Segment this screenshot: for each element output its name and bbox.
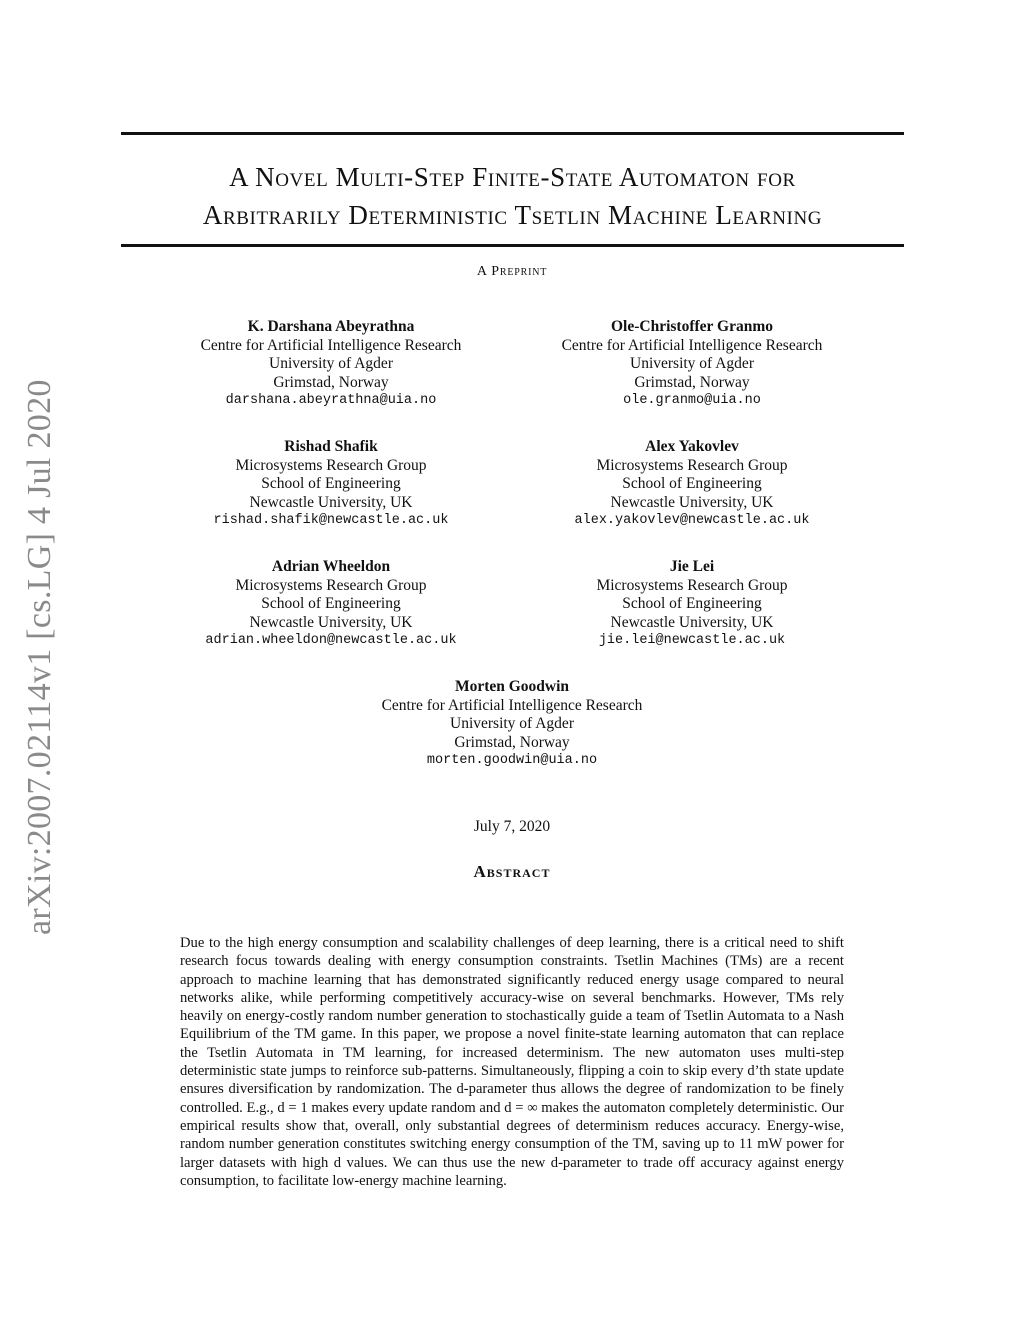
- author-block-abeyrathna: [131, 318, 531, 411]
- author-affiliation-line: Centre for Artificial Intelligence Research: [200, 336, 462, 354]
- author-email: jie.lei@newcastle.ac.uk: [598, 633, 786, 648]
- author-name: K. Darshana Abeyrathna: [247, 318, 415, 335]
- abstract-heading: Abstract: [473, 862, 551, 881]
- author-email: alex.yakovlev@newcastle.ac.uk: [574, 513, 810, 528]
- author-email: morten.goodwin@uia.no: [426, 753, 598, 768]
- author-email: darshana.abeyrathna@uia.no: [225, 393, 437, 408]
- arxiv-identifier-stamp: arXiv:2007.02114v1 [cs.LG] 4 Jul 2020: [21, 379, 58, 935]
- author-email: rishad.shafik@newcastle.ac.uk: [213, 513, 449, 528]
- author-affiliation-line: Microsystems Research Group: [596, 576, 788, 594]
- title-top-rule: [121, 132, 904, 135]
- author-block-lei: [492, 558, 892, 651]
- author-name: Rishad Shafik: [284, 438, 378, 455]
- author-affiliation-line: Newcastle University, UK: [610, 613, 774, 631]
- author-affiliation-line: School of Engineering: [261, 475, 401, 492]
- author-name: Ole-Christoffer Granmo: [611, 318, 773, 335]
- author-affiliation-line: University of Agder: [269, 355, 393, 372]
- author-block-wheeldon: [131, 558, 531, 651]
- paper-title: [121, 158, 904, 234]
- author-name: Adrian Wheeldon: [271, 558, 391, 575]
- abstract-text: Due to the high energy consumption and scalability challenges of deep learning, there is a critical need to shift research focus towards dealing with energy consumption constraints. Tsetlin Machines (TMs) are a recent approach to machine learning that has demonstrated significantly reduced energy usage compared to neural networks alike, while performing competitively accuracy-wise on several benchmarks. However, TMs rely heavily on energy-costly random number generation to stochastically guide a team of Tsetlin Automata to a Nash Equilibrium of the TM game. In this paper, we propose a novel finite-state learning automaton that can replace the Tsetlin Automata in TM learning, for increased determinism. The new automaton uses multi-step deterministic state jumps to reinforce sub-patterns. Simultaneously, flipping a coin to skip every d’th state update ensures diversification by randomization. The d-parameter thus allows the degree of randomization to be finely controlled. E.g., d = 1 makes every update random and d = ∞ makes the automaton completely deterministic. Our empirical results show that, overall, only substantial degrees of determinism reduces accuracy. Energy-wise, random number generation constitutes switching energy consumption of the TM, saving up to 11 mW power for larger datasets with high d values. We can thus use the new d-parameter to trade off accuracy against energy consumption, to facilitate low-energy machine learning.: [180, 935, 844, 1189]
- author-affiliation-line: Microsystems Research Group: [235, 456, 427, 474]
- author-affiliation-line: Centre for Artificial Intelligence Research: [381, 696, 643, 714]
- author-name: Morten Goodwin: [454, 678, 570, 695]
- author-affiliation-line: Grimstad, Norway: [454, 733, 570, 751]
- author-affiliation-line: Microsystems Research Group: [596, 456, 788, 474]
- author-affiliation-line: Grimstad, Norway: [273, 373, 389, 391]
- author-affiliation-line: Centre for Artificial Intelligence Research: [561, 336, 823, 354]
- paper-title-line-1: A Novel Multi-Step Finite-State Automaton for: [229, 162, 796, 192]
- author-name: Alex Yakovlev: [645, 438, 739, 455]
- author-block-granmo: [492, 318, 892, 411]
- author-affiliation-line: Newcastle University, UK: [610, 493, 774, 511]
- author-name: Jie Lei: [669, 558, 715, 575]
- author-affiliation-line: School of Engineering: [622, 475, 762, 492]
- author-email: adrian.wheeldon@newcastle.ac.uk: [205, 633, 457, 648]
- author-affiliation-line: Newcastle University, UK: [249, 613, 413, 631]
- title-bottom-rule: [121, 244, 904, 247]
- author-email: ole.granmo@uia.no: [623, 393, 761, 408]
- author-block-goodwin: [312, 678, 712, 771]
- author-block-yakovlev: [492, 438, 892, 531]
- author-affiliation-line: School of Engineering: [622, 595, 762, 612]
- author-affiliation-line: Grimstad, Norway: [634, 373, 750, 391]
- publication-date: July 7, 2020: [473, 818, 551, 835]
- paper-title-line-2: Arbitrarily Deterministic Tsetlin Machine Learning: [202, 200, 823, 230]
- author-affiliation-line: Newcastle University, UK: [249, 493, 413, 511]
- author-affiliation-line: School of Engineering: [261, 595, 401, 612]
- author-affiliation-line: Microsystems Research Group: [235, 576, 427, 594]
- author-block-shafik: [131, 438, 531, 531]
- author-affiliation-line: University of Agder: [630, 355, 754, 372]
- preprint-label: A Preprint: [476, 264, 548, 279]
- author-affiliation-line: University of Agder: [450, 715, 574, 732]
